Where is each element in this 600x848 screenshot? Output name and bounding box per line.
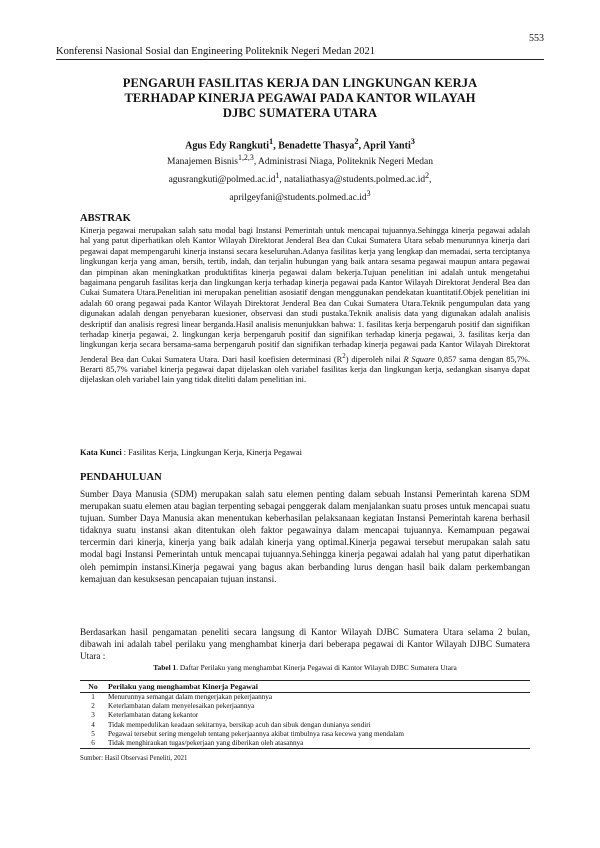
keywords bbox=[80, 448, 530, 457]
table-cell-text: Pegawai tersebut sering mengeluh tentang pekerjaannya akibat timbulnya rasa kecewa yang mendalam bbox=[108, 729, 404, 738]
table-header-no: No bbox=[80, 681, 106, 693]
abstract-text bbox=[80, 226, 530, 386]
table-row bbox=[80, 702, 530, 711]
author-name: April Yanti bbox=[363, 140, 411, 152]
table-header-row bbox=[80, 681, 530, 693]
abstract-body: Kinerja pegawai merupakan salah satu modal bagi Instansi Pemerintah untuk mencapai tujuannya.Sehingga kinerja pegawai adalah hal yang patut diperhatikan oleh Kantor Wilayah Direktorat Jenderal Bea dan Cukai Sumatera Utara sebab menurunnya kinerja dari pegawai dapat mempengaruhi kinerja instansi secara keseluruhan.Adanya fasilitas kerja yang lengkap dan memadai, serta terciptanya lingkungan kerja yang aman, bersih, tertib, indah, dan terjalin hubungan yang baik antara sesama pegawai maupun antara pegawai dan pimpinan akan meningkatkan produktifitas kinerja pegawai dalam bekerja.Tujuan penelitian ini adalah untuk mengetahui bagaimana pengaruh fasilitas kerja dan lingkungan kerja terhadap kinerja pegawai pada Kantor Wilayah Direktorat Jenderal Bea dan Cukai Sumatera Utara.Penelitian ini merupakan penelitian asosiatif dengan menggunakan pendekatan kuantitatif.Objek penelitian ini adalah 60 orang pegawai pada Kantor Wilayah Direktorat Jenderal Bea dan Cukai Sumatera Utara.Teknik pengumpulan data yang digunakan adalah dengan penyebaran kuesioner, observasi dan studi pustaka.Teknik analisis data yang digunakan adalah analisis deskriptif dan analisis regresi linear berganda.Hasil analisis menunjukkan bahwa: 1. fasilitas kerja berpengaruh positif dan signifikan terhadap kinerja pegawai, 2. lingkungan kerja berpengaruh positif dan signifikan terhadap kinerja pegawai, 3. fasilitas kerja dan lingkungan kerja secara bersama-sama berpengaruh positif dan signifikan terhadap kinerja pegawai pada Kantor Wilayah Direktorat Jenderal Bea dan Cukai Sumatera Utara. Dari hasil koefisien determinasi (R bbox=[80, 226, 530, 364]
title-line: PENGARUH FASILITAS KERJA DAN LINGKUNGAN KERJA bbox=[122, 76, 478, 90]
email-mark: 2 bbox=[425, 171, 430, 181]
email-separator: , bbox=[429, 175, 432, 186]
title-line: TERHADAP KINERJA PEGAWAI PADA KANTOR WILAYAH bbox=[124, 91, 476, 105]
author-email[interactable]: agusrangkuti@polmed.ac.id bbox=[168, 175, 276, 186]
author-separator: , bbox=[358, 140, 364, 152]
author-name: Agus Edy Rangkuti bbox=[185, 140, 270, 152]
author-email[interactable]: , nataliathasya@students.polmed.ac.id bbox=[279, 175, 426, 186]
abstract-superscript: 2 bbox=[342, 351, 346, 360]
table-caption bbox=[80, 663, 530, 672]
table-cell-no: 1 bbox=[91, 693, 95, 701]
running-head: Konferensi Nasional Sosial dan Engineering Politeknik Negeri Medan 2021 bbox=[56, 46, 544, 60]
table-cell-text: Tidak menghiraukan tugas/pekerjaan yang diberikan oleh atasannya bbox=[106, 739, 530, 749]
page-number: 553 bbox=[529, 33, 544, 44]
table-cell-no: 4 bbox=[91, 720, 95, 729]
email-line bbox=[56, 169, 544, 187]
keywords-list: : Fasilitas Kerja, Lingkungan Kerja, Kinerja Pegawai bbox=[121, 448, 302, 457]
email-mark: 3 bbox=[366, 189, 371, 199]
author-list bbox=[56, 137, 544, 151]
table-cell-no: 2 bbox=[91, 702, 95, 711]
keywords-label: Kata Kunci bbox=[80, 448, 122, 457]
table-row bbox=[80, 730, 530, 739]
intro-paragraph: Sumber Daya Manusia (SDM) merupakan salah satu elemen penting dalam sebuah Instansi Pemerintah karena SDM merupakan suatu elemen atau bagian terpenting sebagai penggerak dalam menjalankan suatu proses untuk mencapai suatu tujuan. Sumber Daya Manusia akan menentukan keberhasilan pelaksanaan kegiatan Instansi Pemerintah karena berhasil tidaknya suatu instansi akan ditentukan oleh faktor pegawainya dalam mencapai tujuannya. Kemampuan pegawai tercermin dari kinerja, kinerja yang baik adalah kinerja yang optimal.Kinerja pegawai tersebut merupakan salah satu modal bagi Instansi Pemerintah untuk mencapai tujuannya.Sehingga kinerja pegawai adalah hal yang patut diperhatikan oleh pemimpin instansi.Kinerja pegawai yang bagus akan berbanding lurus dengan hasil baik dalam perkembangan kemajuan dan kesuksesan pencapaian tujuan instansi. bbox=[80, 489, 530, 584]
author-email[interactable]: aprilgeyfani@students.polmed.ac.id bbox=[229, 193, 367, 204]
affiliation-institution: , Administrasi Niaga, Politeknik Negeri Medan bbox=[253, 157, 433, 168]
author-name: Benadette Thasya bbox=[278, 140, 355, 152]
abstract-heading: ABSTRAK bbox=[80, 213, 131, 224]
email-mark: 1 bbox=[275, 171, 280, 181]
title-line: DJBC SUMATERA UTARA bbox=[222, 106, 378, 120]
table-caption-text: . Daftar Perilaku yang menghambat Kinerja Pegawai di Kantor Wilayah DJBC Sumatera Utara bbox=[176, 663, 457, 672]
table-row bbox=[80, 739, 530, 749]
author-separator: , bbox=[273, 140, 279, 152]
table-cell-text: Menurunnya semangat dalam mengerjakan pekerjaannya bbox=[108, 693, 273, 701]
author-mark: 1 bbox=[269, 137, 274, 146]
behavior-table bbox=[80, 680, 530, 749]
author-mark: 2 bbox=[354, 137, 359, 146]
table-source: Sumber: Hasil Observasi Peneliti, 2021 bbox=[80, 755, 188, 762]
email-line bbox=[56, 187, 544, 205]
table-cell-text: Keterlambatan datang kekantor bbox=[108, 711, 199, 720]
table-cell-text: Keterlambatan dalam menyelesaikan pekerjaannya bbox=[108, 702, 255, 711]
affiliation-line bbox=[56, 151, 544, 169]
affiliation-dept: Manajemen Bisnis bbox=[167, 157, 238, 168]
table-cell-text: Tidak mempedulikan keadaan sekitarnya, bersikap acuh dan sibuk dengan dunianya sendiri bbox=[108, 720, 371, 729]
table-caption-label: Tabel 1 bbox=[153, 663, 177, 672]
table-cell-no: 6 bbox=[80, 739, 106, 749]
intro-heading: PENDAHULUAN bbox=[80, 472, 162, 483]
abstract-italic: R Square bbox=[403, 354, 435, 364]
intro-paragraph: Berdasarkan hasil pengamatan peneliti secara langsung di Kantor Wilayah DJBC Sumatera Utara selama 2 bulan, dibawah ini adalah tabel perilaku yang menghambat kinerja dari beberapa pegawai di Kantor Wilayah DJBC Sumatera Utara : bbox=[80, 627, 530, 662]
table-row bbox=[80, 693, 530, 703]
table-cell-no: 5 bbox=[91, 729, 95, 738]
affiliation bbox=[56, 151, 544, 205]
affiliation-mark: 1,2,3 bbox=[238, 153, 254, 162]
table-cell-no: 3 bbox=[91, 711, 95, 720]
table-row bbox=[80, 711, 530, 720]
abstract-body: ) diperoleh nilai bbox=[345, 354, 404, 364]
author-mark: 3 bbox=[410, 137, 415, 146]
table-row bbox=[80, 721, 530, 730]
paper-title bbox=[70, 76, 530, 121]
table-header-behavior: Perilaku yang menghambat Kinerja Pegawai bbox=[106, 681, 530, 693]
abstract-body: 0,857 sama dengan 85,7%. Berarti 85,7% variabel kinerja pegawai dapat dijelaskan oleh variabel fasilitas kerja dan lingkungan kerja, sedangkan sisanya dapat dijelaskan oleh variabel lain yang tidak diteliti dalam penelitian ini. bbox=[80, 354, 530, 385]
